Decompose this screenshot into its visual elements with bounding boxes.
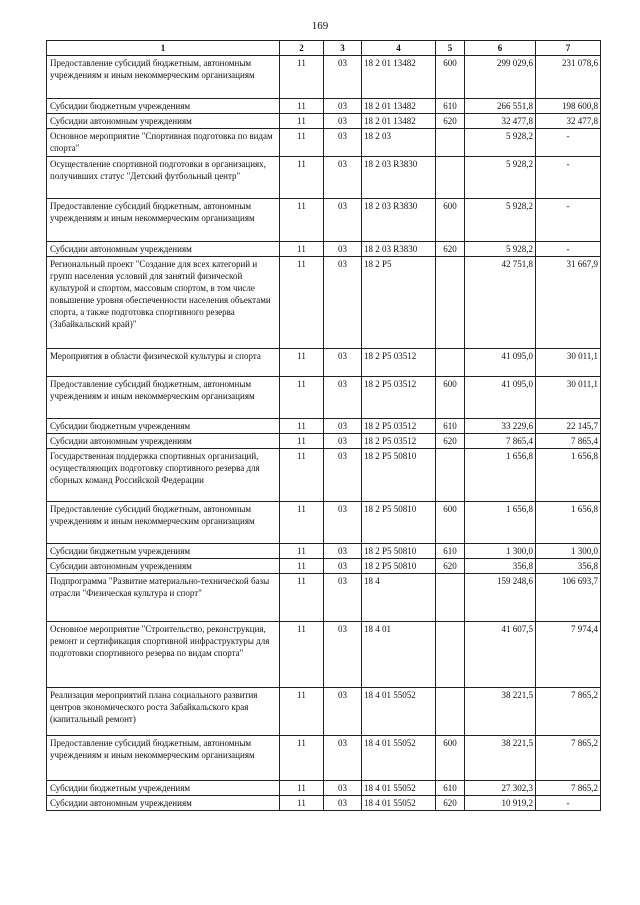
row-subsection-cell: 03 [324,559,362,574]
row-section-cell: 11 [280,449,324,502]
row-target-code-cell: 18 2 P5 03512 [362,377,436,419]
table-row [47,781,601,796]
row-name-cell: Реализация мероприятий плана социального развития центров экономического роста Забайкальского края (капитальный ремонт) [47,688,280,736]
row-amount-1-cell: 41 095,0 [465,349,536,377]
row-amount-1-cell: 33 229,6 [465,419,536,434]
header-cell: 2 [280,41,324,56]
row-target-code-cell: 18 4 01 55052 [362,688,436,736]
table-row [47,449,601,502]
row-amount-2-cell: 7 974,4 [536,622,601,688]
row-amount-2-cell: 7 865,4 [536,434,601,449]
row-target-code-cell: 18 2 P5 [362,257,436,349]
row-subsection-cell: 03 [324,257,362,349]
row-expense-type-cell: 620 [436,114,465,129]
row-amount-2-cell: 198 600,8 [536,99,601,114]
row-section-cell: 11 [280,129,324,157]
row-subsection-cell: 03 [324,781,362,796]
row-amount-2-cell: 106 693,7 [536,574,601,622]
row-amount-2-cell: 32 477,8 [536,114,601,129]
row-name-cell: Субсидии автономным учреждениям [47,434,280,449]
row-name-cell: Субсидии бюджетным учреждениям [47,99,280,114]
row-target-code-cell: 18 2 01 13482 [362,114,436,129]
table-row [47,157,601,199]
row-target-code-cell: 18 2 03 R3830 [362,199,436,242]
table-row [47,242,601,257]
row-expense-type-cell: 610 [436,99,465,114]
row-subsection-cell: 03 [324,622,362,688]
row-subsection-cell: 03 [324,502,362,544]
row-name-cell: Субсидии автономным учреждениям [47,114,280,129]
row-amount-2-cell: - [536,199,601,242]
row-section-cell: 11 [280,349,324,377]
row-name-cell: Субсидии автономным учреждениям [47,242,280,257]
row-expense-type-cell: 620 [436,796,465,811]
row-subsection-cell: 03 [324,796,362,811]
row-subsection-cell: 03 [324,736,362,781]
row-target-code-cell: 18 4 01 [362,622,436,688]
table-row [47,114,601,129]
row-subsection-cell: 03 [324,99,362,114]
row-expense-type-cell [436,349,465,377]
row-expense-type-cell: 620 [436,434,465,449]
row-amount-1-cell: 5 928,2 [465,199,536,242]
row-amount-2-cell: - [536,157,601,199]
row-amount-2-cell: 1 300,0 [536,544,601,559]
table-row [47,688,601,736]
row-amount-1-cell: 5 928,2 [465,242,536,257]
row-target-code-cell: 18 4 01 55052 [362,796,436,811]
table-row [47,377,601,419]
header-cell: 4 [362,41,436,56]
row-name-cell: Субсидии бюджетным учреждениям [47,419,280,434]
row-name-cell: Субсидии бюджетным учреждениям [47,781,280,796]
row-amount-1-cell: 299 029,6 [465,56,536,99]
header-cell: 1 [47,41,280,56]
row-target-code-cell: 18 2 01 13482 [362,99,436,114]
row-subsection-cell: 03 [324,242,362,257]
row-section-cell: 11 [280,419,324,434]
table-row [47,574,601,622]
row-section-cell: 11 [280,377,324,419]
table-row [47,257,601,349]
row-name-cell: Субсидии автономным учреждениям [47,559,280,574]
row-subsection-cell: 03 [324,574,362,622]
row-subsection-cell: 03 [324,419,362,434]
row-amount-2-cell: 7 865,2 [536,781,601,796]
row-expense-type-cell [436,157,465,199]
page-number: 169 [311,20,329,32]
row-section-cell: 11 [280,781,324,796]
row-section-cell: 11 [280,434,324,449]
row-name-cell: Подпрограмма "Развитие материально-технической базы отрасли "Физическая культура и спорт" [47,574,280,622]
row-amount-2-cell: 30 011,1 [536,349,601,377]
row-name-cell: Государственная поддержка спортивных организаций, осуществляющих подготовку спортивного резерва для сборных команд Российской Федерации [47,449,280,502]
table-row [47,129,601,157]
row-subsection-cell: 03 [324,434,362,449]
row-section-cell: 11 [280,736,324,781]
table-row [47,199,601,242]
row-target-code-cell: 18 2 P5 03512 [362,419,436,434]
row-name-cell: Мероприятия в области физической культуры и спорта [47,349,280,377]
row-amount-2-cell: - [536,796,601,811]
header-cell: 6 [465,41,536,56]
row-subsection-cell: 03 [324,349,362,377]
row-expense-type-cell [436,449,465,502]
header-cell: 3 [324,41,362,56]
row-name-cell: Региональный проект "Создание для всех категорий и групп населения условий для занятий физической культурой и спортом, массовым спортом, в том числе повышение уровня обеспеченности населения объектами спорта, а также подготовка спортивного резерва (Забайкальский край)" [47,257,280,349]
row-name-cell: Предоставление субсидий бюджетным, автономным учреждениям и иным некоммерческим организациям [47,56,280,99]
row-target-code-cell: 18 2 03 R3830 [362,157,436,199]
table-row [47,736,601,781]
header-row [47,41,601,56]
row-amount-2-cell: - [536,242,601,257]
row-amount-1-cell: 41 607,5 [465,622,536,688]
row-section-cell: 11 [280,574,324,622]
table-row [47,796,601,811]
row-target-code-cell: 18 4 [362,574,436,622]
row-section-cell: 11 [280,257,324,349]
row-expense-type-cell: 610 [436,781,465,796]
row-expense-type-cell: 600 [436,736,465,781]
table-row [47,419,601,434]
row-section-cell: 11 [280,157,324,199]
row-expense-type-cell [436,574,465,622]
row-amount-2-cell: 31 667,9 [536,257,601,349]
row-amount-1-cell: 41 095,0 [465,377,536,419]
row-subsection-cell: 03 [324,157,362,199]
row-expense-type-cell: 600 [436,502,465,544]
row-subsection-cell: 03 [324,688,362,736]
table-row [47,349,601,377]
row-amount-2-cell: 231 078,6 [536,56,601,99]
budget-table [46,40,601,811]
row-amount-1-cell: 7 865,4 [465,434,536,449]
row-amount-1-cell: 10 919,2 [465,796,536,811]
row-amount-2-cell: 7 865,2 [536,688,601,736]
row-subsection-cell: 03 [324,56,362,99]
row-name-cell: Осуществление спортивной подготовки в организациях, получивших статус "Детский футбольный центр" [47,157,280,199]
row-subsection-cell: 03 [324,199,362,242]
row-name-cell: Предоставление субсидий бюджетным, автономным учреждениям и иным некоммерческим организациям [47,377,280,419]
row-target-code-cell: 18 2 P5 03512 [362,434,436,449]
row-name-cell: Субсидии автономным учреждениям [47,796,280,811]
row-subsection-cell: 03 [324,129,362,157]
row-expense-type-cell: 620 [436,242,465,257]
row-amount-1-cell: 5 928,2 [465,157,536,199]
row-target-code-cell: 18 2 03 [362,129,436,157]
row-amount-1-cell: 1 656,8 [465,502,536,544]
row-target-code-cell: 18 2 03 R3830 [362,242,436,257]
row-amount-2-cell: 1 656,8 [536,449,601,502]
row-subsection-cell: 03 [324,449,362,502]
row-target-code-cell: 18 2 P5 50810 [362,502,436,544]
row-section-cell: 11 [280,688,324,736]
table-row [47,544,601,559]
row-expense-type-cell: 610 [436,544,465,559]
table-body [47,56,601,811]
row-target-code-cell: 18 2 P5 50810 [362,559,436,574]
row-name-cell: Предоставление субсидий бюджетным, автономным учреждениям и иным некоммерческим организациям [47,502,280,544]
row-section-cell: 11 [280,199,324,242]
row-name-cell: Субсидии бюджетным учреждениям [47,544,280,559]
row-amount-1-cell: 38 221,5 [465,736,536,781]
row-section-cell: 11 [280,242,324,257]
row-section-cell: 11 [280,544,324,559]
row-amount-2-cell: 22 145,7 [536,419,601,434]
row-target-code-cell: 18 4 01 55052 [362,781,436,796]
row-target-code-cell: 18 2 P5 03512 [362,349,436,377]
row-section-cell: 11 [280,559,324,574]
row-name-cell: Основное мероприятие "Спортивная подготовка по видам спорта" [47,129,280,157]
row-subsection-cell: 03 [324,377,362,419]
row-amount-1-cell: 32 477,8 [465,114,536,129]
table-row [47,622,601,688]
table-row [47,56,601,99]
row-expense-type-cell [436,622,465,688]
row-target-code-cell: 18 4 01 55052 [362,736,436,781]
row-expense-type-cell [436,688,465,736]
table-row [47,434,601,449]
row-amount-1-cell: 5 928,2 [465,129,536,157]
row-amount-1-cell: 27 302,3 [465,781,536,796]
row-amount-1-cell: 1 300,0 [465,544,536,559]
row-expense-type-cell: 600 [436,56,465,99]
row-amount-1-cell: 42 751,8 [465,257,536,349]
row-amount-2-cell: 1 656,8 [536,502,601,544]
row-name-cell: Предоставление субсидий бюджетным, автономным учреждениям и иным некоммерческим организациям [47,199,280,242]
row-amount-2-cell: - [536,129,601,157]
row-amount-2-cell: 356,8 [536,559,601,574]
row-amount-1-cell: 266 551,8 [465,99,536,114]
row-amount-1-cell: 356,8 [465,559,536,574]
row-amount-2-cell: 7 865,2 [536,736,601,781]
row-section-cell: 11 [280,114,324,129]
row-amount-1-cell: 38 221,5 [465,688,536,736]
row-expense-type-cell: 620 [436,559,465,574]
row-amount-1-cell: 159 248,6 [465,574,536,622]
row-expense-type-cell: 610 [436,419,465,434]
row-amount-2-cell: 30 011,1 [536,377,601,419]
row-expense-type-cell [436,257,465,349]
row-name-cell: Предоставление субсидий бюджетным, автономным учреждениям и иным некоммерческим организациям [47,736,280,781]
row-section-cell: 11 [280,502,324,544]
row-expense-type-cell [436,129,465,157]
row-target-code-cell: 18 2 P5 50810 [362,544,436,559]
row-target-code-cell: 18 2 P5 50810 [362,449,436,502]
table-row [47,559,601,574]
row-amount-1-cell: 1 656,8 [465,449,536,502]
row-expense-type-cell: 600 [436,377,465,419]
row-section-cell: 11 [280,796,324,811]
header-cell: 7 [536,41,601,56]
row-section-cell: 11 [280,99,324,114]
row-subsection-cell: 03 [324,114,362,129]
table-row [47,99,601,114]
row-section-cell: 11 [280,56,324,99]
row-target-code-cell: 18 2 01 13482 [362,56,436,99]
header-cell: 5 [436,41,465,56]
row-subsection-cell: 03 [324,544,362,559]
table-row [47,502,601,544]
row-name-cell: Основное мероприятие "Строительство, реконструкция, ремонт и сертификация спортивной инфраструктуры для подготовки спортивного резерва по видам спорта" [47,622,280,688]
row-section-cell: 11 [280,622,324,688]
row-expense-type-cell: 600 [436,199,465,242]
